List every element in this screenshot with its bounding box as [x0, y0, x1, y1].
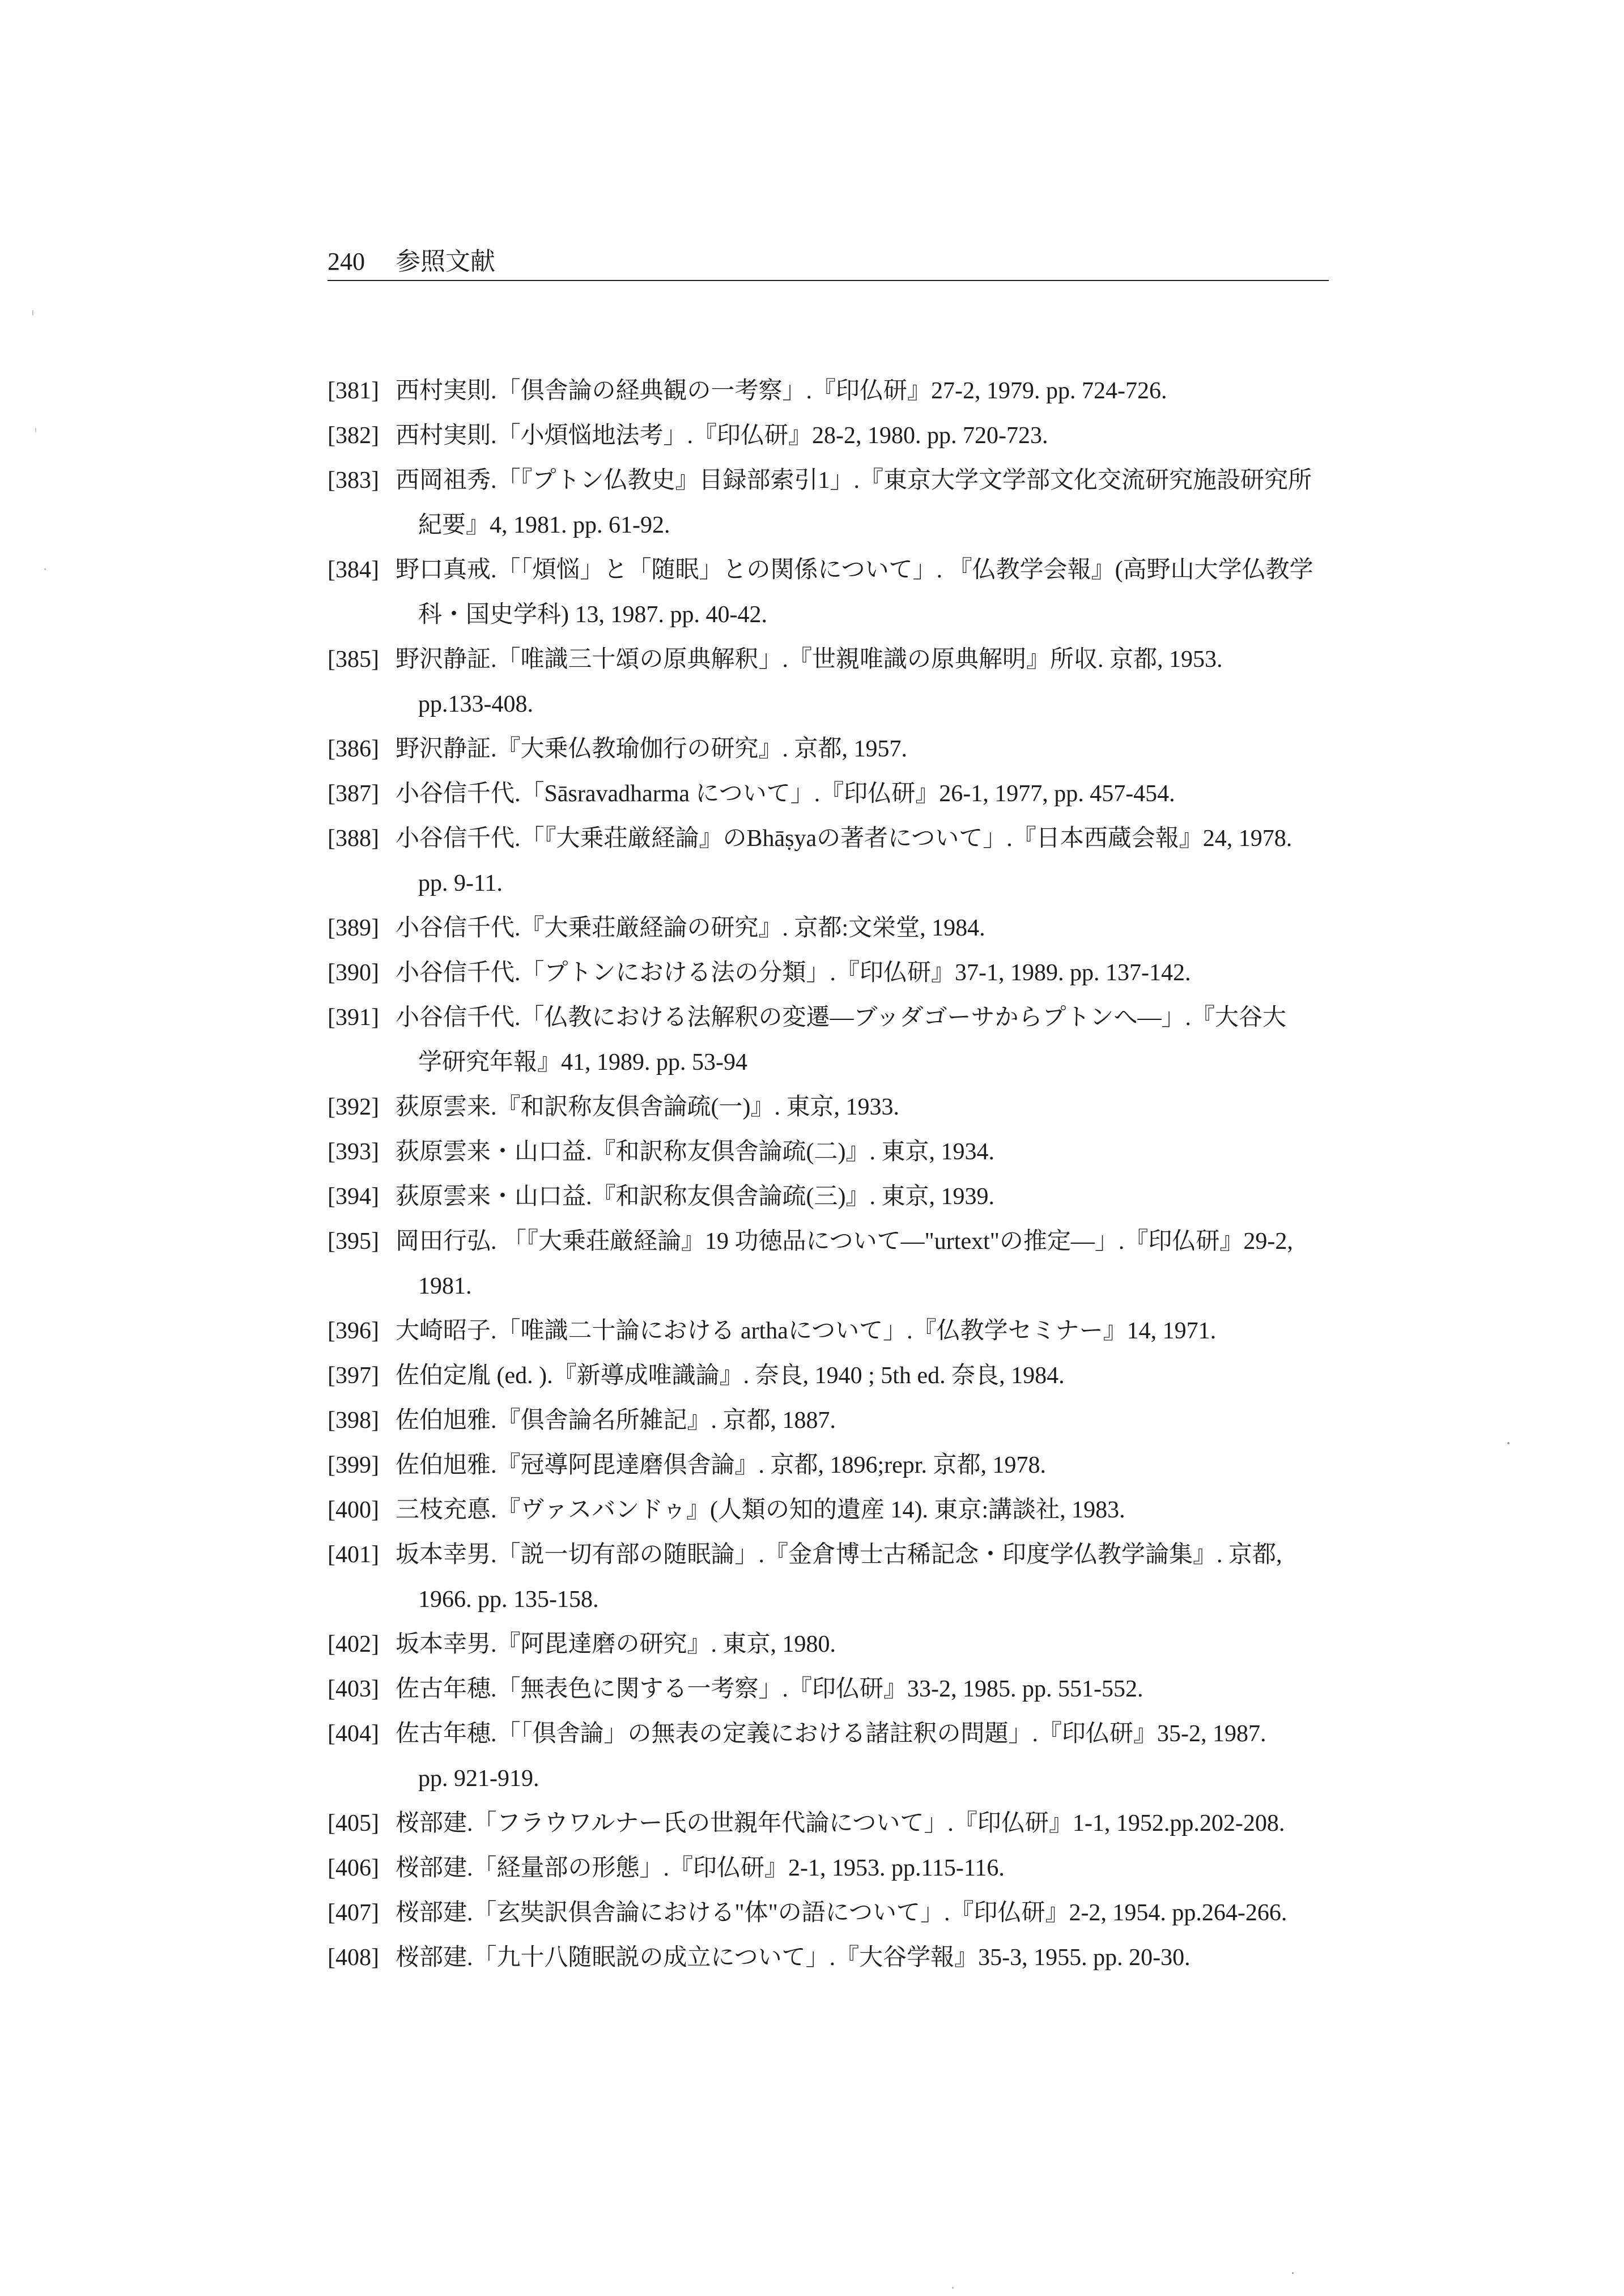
reference-first-line	[328, 1443, 1517, 1488]
reference-text: 佐古年穂.「無表色に関する一考察」.『印仏研』33-2, 1985. pp. 551-552.	[396, 1676, 1143, 1702]
reference-text: 桜部建.「経量部の形態」.『印仏研』2-1, 1953. pp.115-116.	[396, 1855, 1005, 1881]
reference-text: 佐伯旭雅.『倶舎論名所雑記』. 京都, 1887.	[396, 1408, 836, 1434]
reference-entry	[328, 951, 1517, 996]
reference-text: 荻原雲来・山口益.『和訳称友倶舎論疏(三)』. 東京, 1939.	[396, 1184, 994, 1210]
reference-first-line	[328, 1130, 1517, 1175]
reference-text: 野沢静証.「唯識三十頌の原典解釈」.『世親唯識の原典解明』所収. 京都, 1953.	[396, 647, 1223, 673]
reference-entry	[328, 1622, 1517, 1667]
reference-first-line	[328, 1309, 1517, 1354]
reference-entry	[328, 1846, 1517, 1891]
reference-text: 1981.	[418, 1273, 472, 1299]
reference-first-line	[328, 637, 1517, 682]
reference-text: 佐伯定胤 (ed. ).『新導成唯識論』. 奈良, 1940 ; 5th ed. 奈良, 1984.	[396, 1363, 1065, 1389]
reference-text: pp. 9-11.	[418, 870, 503, 896]
reference-entry	[328, 1443, 1517, 1488]
reference-first-line	[328, 1846, 1517, 1891]
reference-number: [396]	[328, 1318, 379, 1344]
reference-list	[328, 369, 1517, 1980]
reference-number: [405]	[328, 1810, 379, 1836]
reference-entry	[328, 1936, 1517, 1980]
reference-number: [400]	[328, 1497, 379, 1523]
reference-number: [390]	[328, 960, 379, 986]
reference-text: 桜部建.「フラウワルナー氏の世親年代論について」.『印仏研』1-1, 1952.pp.202-208.	[396, 1810, 1285, 1836]
reference-first-line	[328, 772, 1517, 817]
reference-number: [394]	[328, 1184, 379, 1210]
reference-entry	[328, 1488, 1517, 1533]
reference-number: [407]	[328, 1900, 379, 1926]
reference-first-line	[328, 1891, 1517, 1936]
reference-first-line	[328, 369, 1517, 414]
reference-continuation-line	[328, 593, 1517, 637]
reference-text: 佐伯旭雅.『冠導阿毘達磨倶舎論』. 京都, 1896;repr. 京都, 1978.	[396, 1452, 1046, 1478]
reference-entry	[328, 1309, 1517, 1354]
reference-entry	[328, 1533, 1517, 1622]
reference-number: [383]	[328, 467, 379, 494]
reference-continuation-line	[328, 1040, 1517, 1085]
reference-continuation-line	[328, 682, 1517, 727]
reference-text: 大崎昭子.「唯識二十論における arthaについて」.『仏教学セミナー』14, 1971.	[396, 1318, 1217, 1344]
reference-entry	[328, 1891, 1517, 1936]
reference-number: [398]	[328, 1408, 379, 1434]
scan-speck	[952, 2287, 954, 2289]
reference-number: [382]	[328, 423, 379, 449]
reference-continuation-line	[328, 503, 1517, 548]
reference-number: [389]	[328, 915, 379, 941]
reference-entry	[328, 996, 1517, 1085]
reference-entry	[328, 1667, 1517, 1712]
reference-text: 三枝充悳.『ヴァスバンドゥ』(人類の知的遺産 14). 東京:講談社, 1983.	[396, 1497, 1125, 1523]
reference-number: [402]	[328, 1631, 379, 1657]
reference-first-line	[328, 1801, 1517, 1846]
reference-first-line	[328, 1085, 1517, 1130]
reference-entry	[328, 772, 1517, 817]
reference-text: 学研究年報』41, 1989. pp. 53-94	[418, 1049, 747, 1075]
reference-entry	[328, 906, 1517, 951]
reference-entry	[328, 1219, 1517, 1309]
reference-text: 坂本幸男.『阿毘達磨の研究』. 東京, 1980.	[396, 1631, 836, 1657]
section-title: 参照文献	[396, 248, 495, 275]
reference-continuation-line	[328, 861, 1517, 906]
reference-first-line	[328, 1398, 1517, 1443]
reference-text: 荻原雲来.『和訳称友倶舎論疏(一)』. 東京, 1933.	[396, 1094, 899, 1120]
reference-number: [392]	[328, 1094, 379, 1120]
reference-continuation-line	[328, 1757, 1517, 1801]
reference-text: pp. 921-919.	[418, 1766, 539, 1792]
reference-first-line	[328, 1354, 1517, 1398]
reference-text: 坂本幸男.「説一切有部の随眠論」.『金倉博士古稀記念・印度学仏教学論集』. 京都,	[396, 1542, 1282, 1568]
reference-number: [397]	[328, 1363, 379, 1389]
reference-first-line	[328, 1712, 1517, 1757]
reference-text: 1966. pp. 135-158.	[418, 1587, 599, 1613]
reference-text: pp.133-408.	[418, 691, 533, 717]
reference-first-line	[328, 1488, 1517, 1533]
reference-entry	[328, 548, 1517, 637]
reference-number: [408]	[328, 1945, 379, 1971]
reference-text: 小谷信千代.「仏教における法解釈の変遷—ブッダゴーサからプトンへ—」.『大谷大	[396, 1005, 1287, 1031]
reference-continuation-line	[328, 1578, 1517, 1622]
reference-first-line	[328, 727, 1517, 772]
reference-number: [385]	[328, 647, 379, 673]
reference-number: [387]	[328, 781, 379, 807]
reference-text: 小谷信千代.「Sāsravadharma について」.『印仏研』26-1, 1977, pp. 457-454.	[396, 781, 1175, 807]
reference-text: 岡田行弘. 「『大乗荘厳経論』19 功徳品について—"urtext"の推定—」.『印仏研』29-2,	[396, 1228, 1293, 1255]
reference-text: 紀要』4, 1981. pp. 61-92.	[418, 512, 670, 538]
reference-entry	[328, 1130, 1517, 1175]
reference-first-line	[328, 906, 1517, 951]
reference-first-line	[328, 1936, 1517, 1980]
reference-text: 小谷信千代.「プトンにおける法の分類」.『印仏研』37-1, 1989. pp. 137-142.	[396, 960, 1191, 986]
reference-text: 西村実則.「小煩悩地法考」.『印仏研』28-2, 1980. pp. 720-723.	[396, 423, 1048, 449]
reference-number: [381]	[328, 378, 379, 404]
reference-entry	[328, 1801, 1517, 1846]
scan-speck	[44, 568, 46, 570]
reference-number: [391]	[328, 1005, 379, 1031]
reference-first-line	[328, 996, 1517, 1040]
reference-text: 西岡祖秀.「『プトン仏教史』目録部索引1」.『東京大学文学部文化交流研究施設研究所	[396, 467, 1312, 494]
reference-number: [384]	[328, 557, 379, 583]
reference-entry	[328, 1712, 1517, 1801]
reference-text: 野沢静証.『大乗仏教瑜伽行の研究』. 京都, 1957.	[396, 736, 908, 762]
reference-entry	[328, 1354, 1517, 1398]
reference-text: 西村実則.「倶舎論の経典観の一考察」.『印仏研』27-2, 1979. pp. 724-726.	[396, 378, 1167, 404]
reference-entry	[328, 1085, 1517, 1130]
reference-number: [388]	[328, 826, 379, 852]
reference-number: [403]	[328, 1676, 379, 1702]
reference-text: 小谷信千代.「『大乗荘厳経論』のBhāṣyaの著者について」.『日本西蔵会報』24, 1978.	[396, 826, 1293, 852]
reference-first-line	[328, 548, 1517, 593]
page-number: 240	[328, 248, 365, 275]
reference-entry	[328, 458, 1517, 548]
reference-text: 荻原雲来・山口益.『和訳称友倶舎論疏(二)』. 東京, 1934.	[396, 1139, 994, 1165]
reference-number: [406]	[328, 1855, 379, 1881]
reference-entry	[328, 1175, 1517, 1219]
reference-text: 桜部建.「玄奘訳倶舎論における"体"の語について」.『印仏研』2-2, 1954. pp.264-266.	[396, 1900, 1287, 1926]
reference-text: 佐古年穂.「「倶舎論」の無表の定義における諸註釈の問題」.『印仏研』35-2, 1987.	[396, 1721, 1266, 1747]
reference-entry	[328, 727, 1517, 772]
reference-number: [395]	[328, 1228, 379, 1255]
running-header	[328, 244, 1329, 281]
reference-first-line	[328, 1175, 1517, 1219]
reference-first-line	[328, 817, 1517, 861]
reference-text: 桜部建.「九十八随眠説の成立について」.『大谷学報』35-3, 1955. pp. 20-30.	[396, 1945, 1191, 1971]
reference-entry	[328, 369, 1517, 414]
reference-first-line	[328, 458, 1517, 503]
scan-speck	[32, 310, 33, 316]
reference-first-line	[328, 1533, 1517, 1578]
reference-first-line	[328, 1622, 1517, 1667]
reference-entry	[328, 1398, 1517, 1443]
reference-text: 小谷信千代.『大乗荘厳経論の研究』. 京都:文栄堂, 1984.	[396, 915, 985, 941]
reference-number: [399]	[328, 1452, 379, 1478]
reference-entry	[328, 414, 1517, 458]
reference-number: [401]	[328, 1542, 379, 1568]
scan-speck	[1292, 2272, 1294, 2274]
reference-entry	[328, 637, 1517, 727]
reference-first-line	[328, 951, 1517, 996]
reference-text: 野口真戒.「「煩悩」と「随眠」との関係について」. 『仏教学会報』(高野山大学仏教学	[396, 557, 1313, 583]
reference-continuation-line	[328, 1264, 1517, 1309]
reference-entry	[328, 817, 1517, 906]
reference-number: [386]	[328, 736, 379, 762]
reference-number: [404]	[328, 1721, 379, 1747]
reference-text: 科・国史学科) 13, 1987. pp. 40-42.	[418, 602, 767, 628]
reference-first-line	[328, 1219, 1517, 1264]
reference-first-line	[328, 1667, 1517, 1712]
reference-first-line	[328, 414, 1517, 458]
scan-speck	[35, 428, 36, 432]
reference-number: [393]	[328, 1139, 379, 1165]
